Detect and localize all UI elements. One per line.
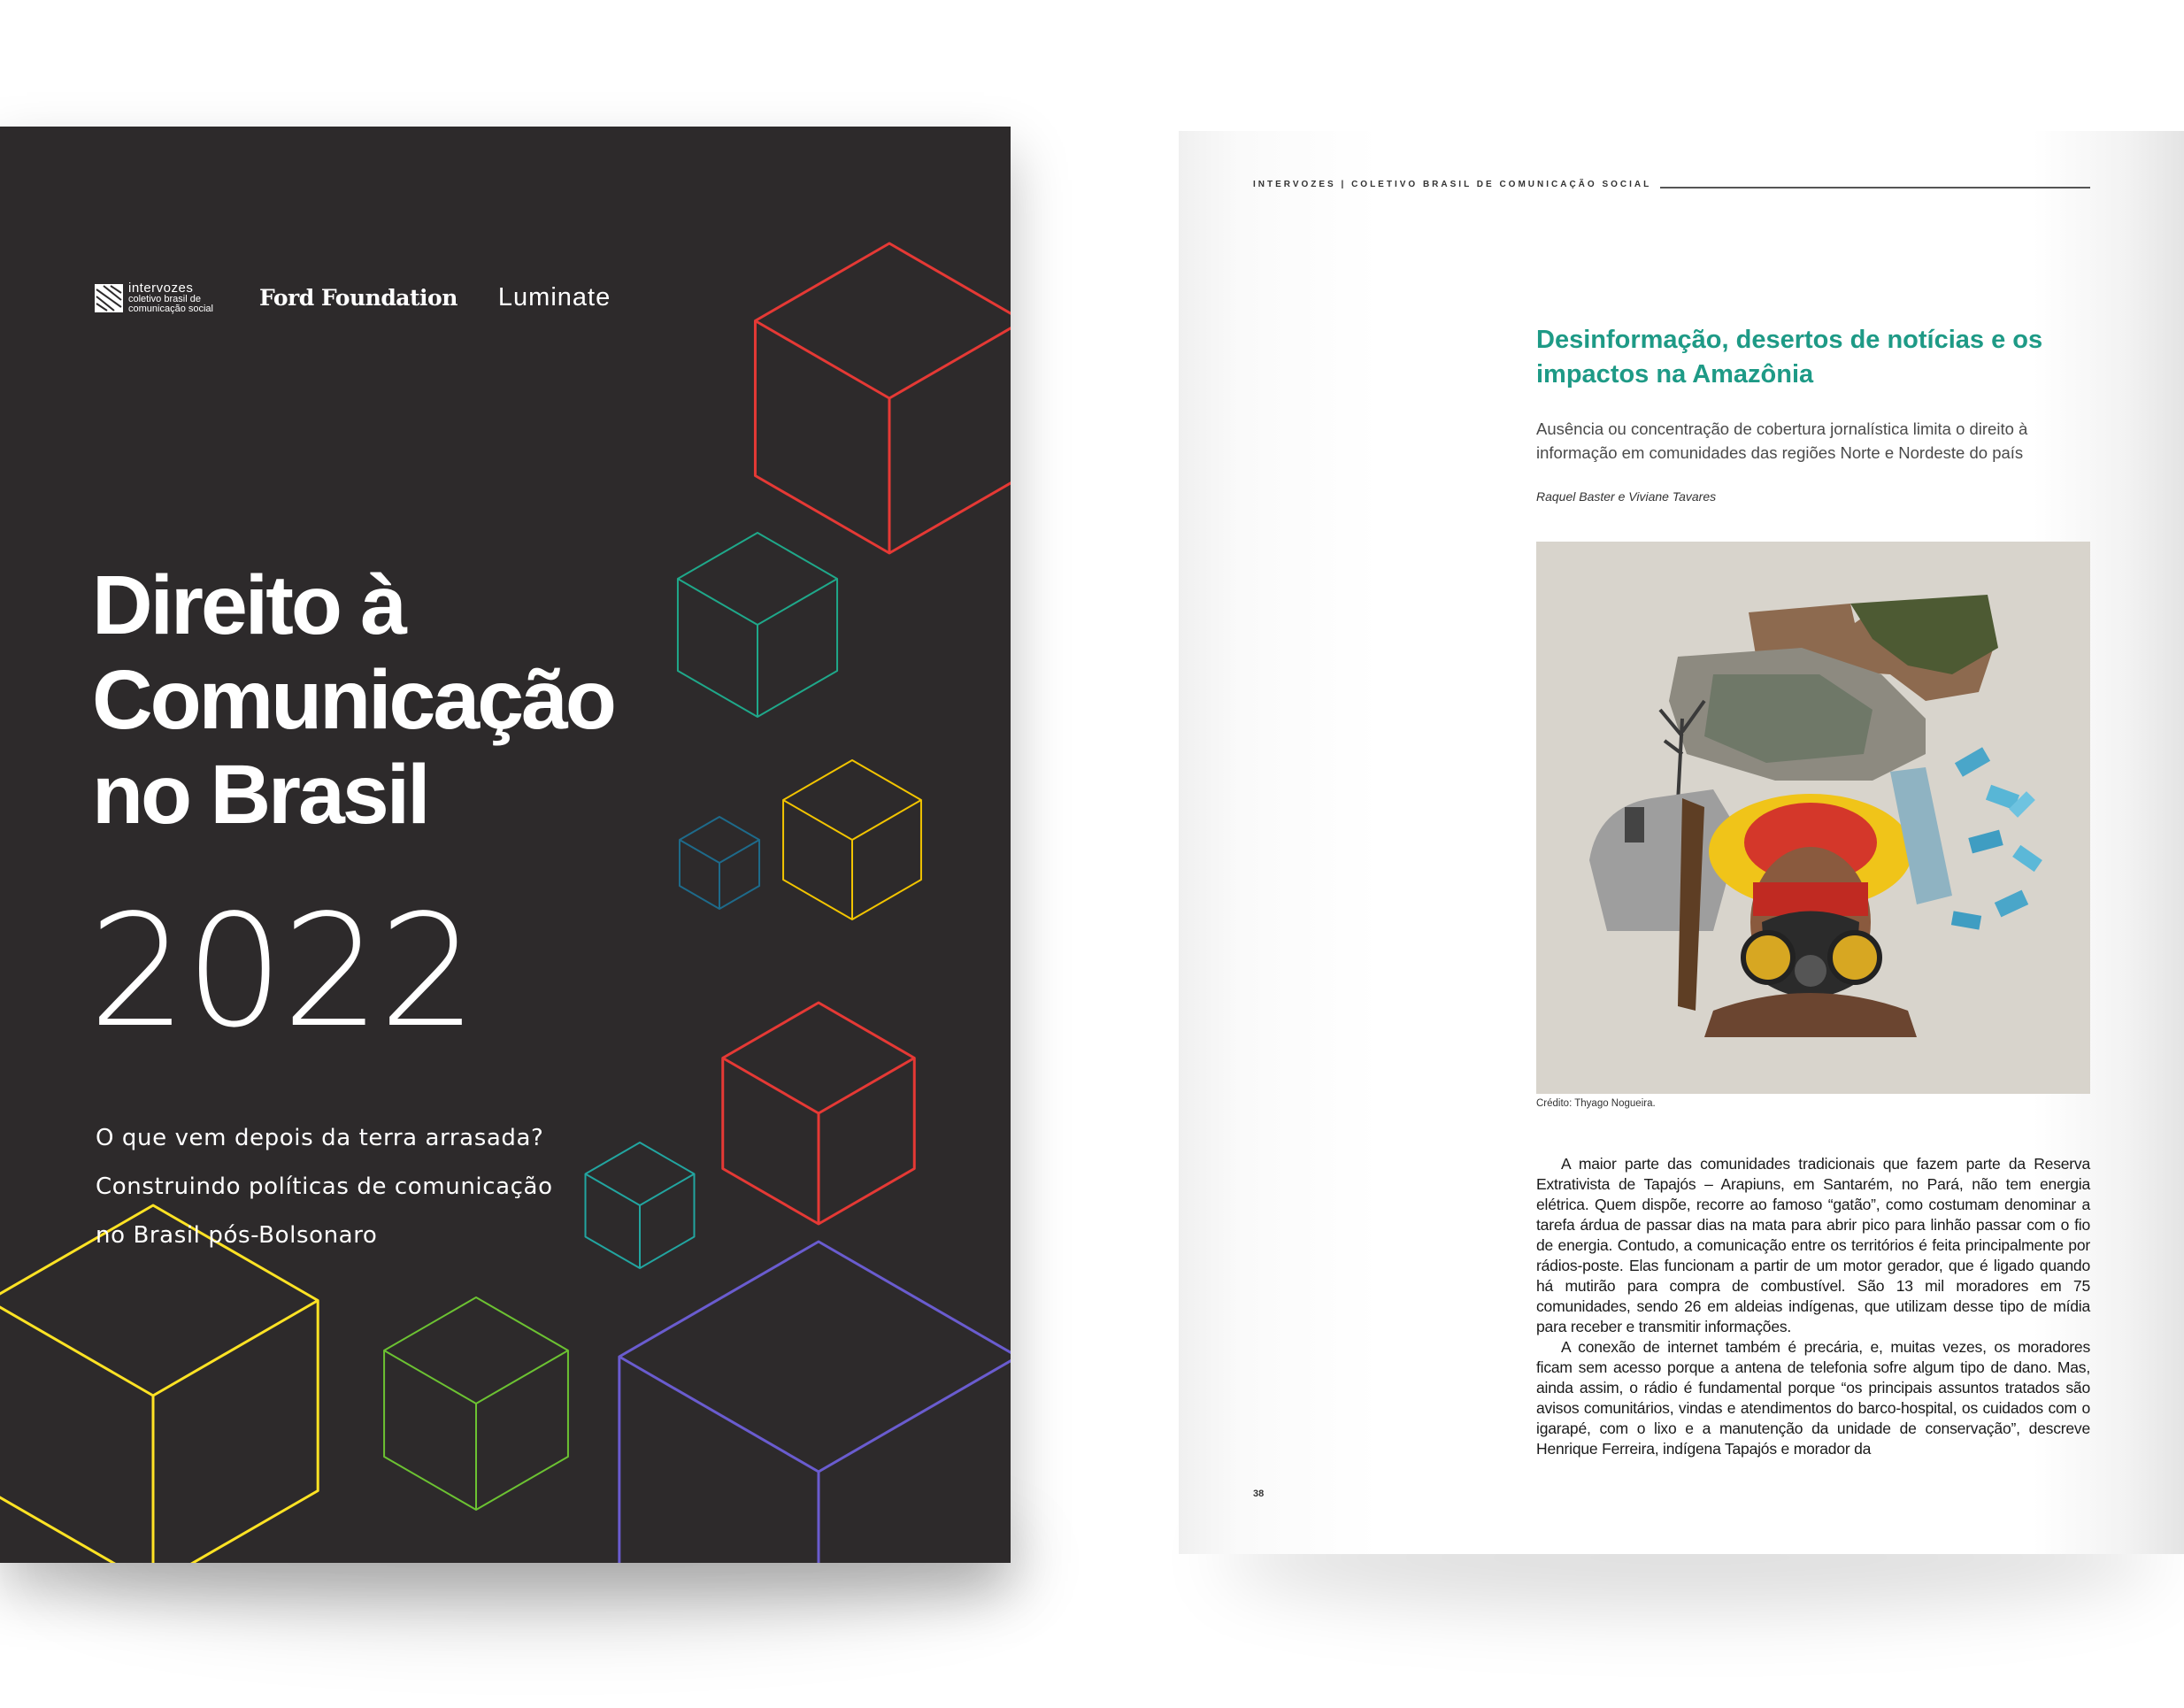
article-authors: Raquel Baster e Viviane Tavares bbox=[1536, 489, 1717, 504]
wireframe-cube bbox=[755, 243, 1011, 553]
sponsor-logos bbox=[95, 281, 611, 314]
photo-credit: Crédito: Thyago Nogueira. bbox=[1536, 1098, 1656, 1109]
cover-title-line: no Brasil bbox=[92, 748, 428, 842]
luminate-logo: Luminate bbox=[497, 283, 611, 312]
cover-title-line: Direito à bbox=[92, 558, 405, 652]
wireframe-cube bbox=[783, 760, 921, 919]
body-paragraph: A conexão de internet também é precária, e, muitas vezes, os moradores ficam sem acesso porque a antena de telefonia sofre algum tipo de dano. Mas, ainda assim, o rádio é fundamental porque “os principais assuntos tratados são avisos comunitários, vindas e atendimentos do barco-hospital, os cuidados com o igarapé, com o lixo e a manutenção da unidade de conservação”, descreve Henrique Ferreira, indígena Tapajós e morador da bbox=[1536, 1338, 2090, 1458]
report-cover bbox=[0, 127, 1011, 1563]
running-head-rule bbox=[1660, 187, 2090, 188]
cover-subtitle-line: O que vem depois da terra arrasada? bbox=[96, 1125, 544, 1151]
cube-pattern bbox=[0, 127, 1011, 1563]
article-standfirst: Ausência ou concentração de cobertura jornalística limita o direito à informação em comunidades das regiões Norte e Nordeste do país bbox=[1536, 419, 2028, 462]
article-body bbox=[1536, 1154, 2090, 1459]
wireframe-cube bbox=[384, 1297, 568, 1510]
cover-subtitle bbox=[96, 1114, 662, 1260]
article-title: Desinformação, desertos de notícias e os impactos na Amazônia bbox=[1536, 326, 2043, 389]
running-head: INTERVOZES | COLETIVO BRASIL DE COMUNICAÇÃO SOCIAL bbox=[1253, 180, 1652, 189]
intervozes-logo bbox=[95, 281, 213, 314]
wireframe-cube bbox=[680, 817, 759, 909]
intervozes-mark-icon bbox=[95, 284, 123, 312]
article-page bbox=[1179, 131, 2184, 1554]
wireframe-cube bbox=[723, 1003, 915, 1224]
intervozes-tagline: coletivo brasil de bbox=[128, 294, 201, 304]
cover-subtitle-line: Construindo políticas de comunicação bbox=[96, 1173, 553, 1200]
cover-title bbox=[92, 558, 614, 842]
cover-year: 2022 bbox=[88, 882, 476, 1062]
article-collage-image bbox=[1536, 542, 2090, 1094]
cover-title-line: Comunicação bbox=[92, 653, 614, 747]
wireframe-cube bbox=[619, 1242, 1011, 1563]
body-paragraph: A maior parte das comunidades tradicionais que fazem parte da Reserva Extrativista de Tapajós – Arapiuns, em Santarém, no Pará, não tem energia elétrica. Quem dispõe, recorre ao famoso “gatão”, como costumam denominar a tarefa árdua de passar dias na mata para abrir pico para linhão passar com o fio de energia. Contudo, a comunicação entre os territórios é feita principalmente por rádios-poste. Elas funcionam a partir de um motor gerador, que é ligado quando há mutirão para compra de combustível. São 13 mil moradores em 75 comunidades, sendo 26 em aldeias indígenas, que utilizam desse tipo de mídia para receber e transmitir informações. bbox=[1536, 1155, 2090, 1335]
ford-foundation-logo: Ford Foundation bbox=[259, 285, 458, 311]
page-number: 38 bbox=[1253, 1489, 1265, 1499]
intervozes-name: intervozes bbox=[128, 281, 194, 296]
wireframe-cube bbox=[678, 533, 837, 717]
intervozes-tagline: comunicação social bbox=[128, 304, 213, 314]
cover-subtitle-line: no Brasil pós-Bolsonaro bbox=[96, 1222, 378, 1249]
